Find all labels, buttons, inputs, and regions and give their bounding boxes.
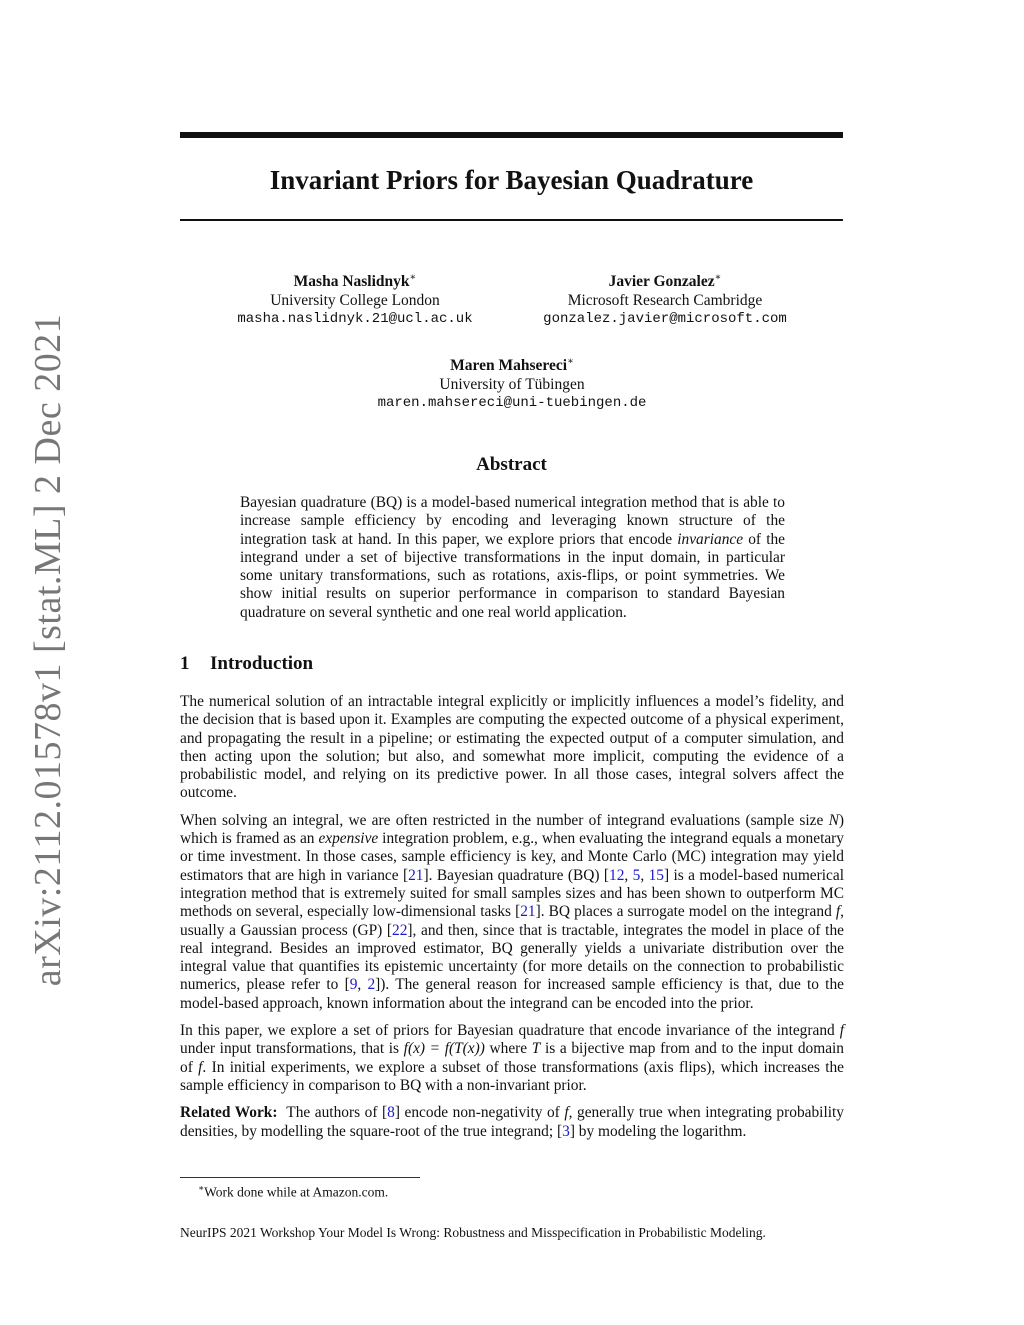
venue-footer: NeurIPS 2021 Workshop Your Model Is Wrong: Robustness and Misspecification in Probabilistic Modeling. (180, 1225, 766, 1240)
author-name: Masha Naslidnyk (293, 273, 410, 291)
author-mark: ∗ (714, 272, 722, 283)
math-var: f (564, 1104, 569, 1122)
text-run: . In initial experiments, we explore a subset of those transformations (axis flips), which increases the sample efficiency in comparison to BQ with a non-invariant prior. (180, 1058, 845, 1094)
arxiv-identifier: arXiv:2112.01578v1 [stat.ML] 2 Dec 2021 (27, 313, 69, 987)
text-run: ]. BQ places a surrogate model on the integrand (535, 903, 836, 921)
citation-link[interactable]: 3 (562, 1122, 570, 1140)
author-affiliation: Microsoft Research Cambridge (567, 292, 763, 310)
math-var: T (531, 1040, 541, 1058)
math-var: N (828, 811, 839, 829)
emphasis: expensive (318, 830, 379, 848)
section-number: 1 (180, 653, 190, 674)
citation-link[interactable]: 12 (609, 866, 625, 884)
text-run: , (624, 866, 633, 884)
author-email[interactable]: maren.mahsereci@uni-tuebingen.de (377, 395, 647, 412)
footnote (198, 1180, 388, 1201)
paragraph-lead: Related Work: (180, 1104, 278, 1122)
text-run: ]). The general reason for increased sample efficiency is that, due to the model-based approach, known information about the integrand can be encoded into the prior. (180, 976, 844, 1012)
section-title: Introduction (210, 653, 314, 674)
author-block (510, 268, 820, 329)
author-name: Javier Gonzalez (608, 273, 715, 291)
text-run: , generally true when integrating probability densities, by modelling the square-root of the true integrand; [ (180, 1104, 844, 1140)
abstract-heading: Abstract (476, 454, 547, 475)
text-run: ] encode non-negativity of (394, 1104, 565, 1122)
text-run: , usually a Gaussian process (GP) [ (180, 903, 844, 939)
author-block (362, 352, 662, 413)
text-run: integration problem, e.g., when evaluating the integrand equals a monetary or time investment. In those cases, sample efficiency is key, and Monte Carlo (MC) integration may yield estimators that are high in variance [ (180, 830, 844, 884)
paper-title: Invariant Priors for Bayesian Quadrature (269, 165, 754, 195)
footnote-text: Work done while at Amazon.com. (204, 1184, 389, 1200)
text-run: ], and then, since that is tractable, integrates the model in place of the real integrand. Besides an improved estimator, BQ generally yields a univariate distribution over the integral value that quantifies its epistemic uncertainty (for more details on the connection to probabilistic numerics, please refer to [ (180, 921, 844, 994)
text-run: ] by modeling the logarithm. (569, 1122, 747, 1140)
text-run: where (484, 1040, 532, 1058)
paragraph (180, 812, 844, 1013)
citation-link[interactable]: 21 (520, 903, 536, 921)
abstract-emphasis: invariance (677, 530, 744, 548)
citation-link[interactable]: 5 (632, 866, 641, 884)
author-affiliation: University of Tübingen (439, 376, 585, 394)
text-run: ]. Bayesian quadrature (BQ) [ (423, 866, 610, 884)
citation-link[interactable]: 2 (367, 976, 376, 994)
text-run: When solving an integral, we are often restricted in the number of integrand evaluations (sample size (180, 811, 829, 829)
text-run: , (357, 976, 368, 994)
math-var: f (198, 1058, 203, 1076)
abstract-text (240, 494, 785, 622)
text-run: under input transformations, that is (180, 1040, 404, 1058)
citation-link[interactable]: 21 (408, 866, 424, 884)
paragraph (180, 1022, 844, 1095)
footnote-mark: ∗ (198, 1183, 205, 1193)
title-bottom-rule (180, 219, 843, 221)
paragraph (180, 1104, 844, 1141)
citation-link[interactable]: 22 (392, 921, 408, 939)
author-block (200, 268, 510, 329)
author-email[interactable]: gonzalez.javier@microsoft.com (543, 311, 787, 328)
text-run: In this paper, we explore a set of priors for Bayesian quadrature that encode invariance of the integrand (180, 1022, 840, 1040)
footnote-rule (180, 1177, 420, 1178)
title-top-rule (180, 132, 843, 138)
text-run: The authors of [ (277, 1104, 388, 1122)
body-text (180, 693, 844, 1150)
abstract-part: of the integrand under a set of bijective transformations in the input domain, in particular some unitary transformations, such as rotations, axis-flips, or point symmetries. We show initial results on superior performance in comparison to standard Bayesian quadrature on several synthetic and one real world application. (240, 530, 785, 621)
author-mark: ∗ (567, 356, 574, 367)
author-affiliation: University College London (270, 292, 440, 310)
citation-link[interactable]: 15 (648, 866, 664, 884)
abstract-part: Bayesian quadrature (BQ) is a model-based numerical integration method that is able to increase sample efficiency by encoding and leveraging known structure of the integration task at hand. In this paper, we explore priors that encode (240, 494, 785, 548)
text-run: ) which is framed as an (180, 811, 844, 848)
author-email[interactable]: masha.naslidnyk.21@ucl.ac.uk (237, 311, 473, 328)
author-name: Maren Mahsereci (450, 357, 568, 375)
math-equation: f(x) = f(T(x)) (403, 1040, 485, 1058)
text-run: is a bijective map from and to the input domain of (180, 1040, 844, 1076)
math-var: f (835, 903, 841, 921)
paragraph: The numerical solution of an intractable integral explicitly or implicitly influences a model’s fidelity, and the decision that is based upon it. Examples are computing the expected outcome of a physical experiment, and propagating the result in a pipeline; or estimating the expected output of a computer simulation, and then acting upon the solution; but also, and somewhat more implicit, computing the evidence of a probabilistic model, and relying on its predictive power. In all those cases, integral solvers affect the outcome. (180, 693, 844, 802)
author-mark: ∗ (409, 272, 417, 283)
citation-link[interactable]: 9 (349, 976, 358, 994)
section-heading (180, 652, 313, 676)
citation-link[interactable]: 8 (387, 1104, 395, 1122)
text-run: , (640, 866, 649, 884)
math-var: f (839, 1022, 844, 1040)
text-run: ] is a model-based numerical integration method that is extremely suited for small samples sizes and has been shown to outperform MC methods on several, especially low-dimensional tasks [ (180, 866, 844, 921)
